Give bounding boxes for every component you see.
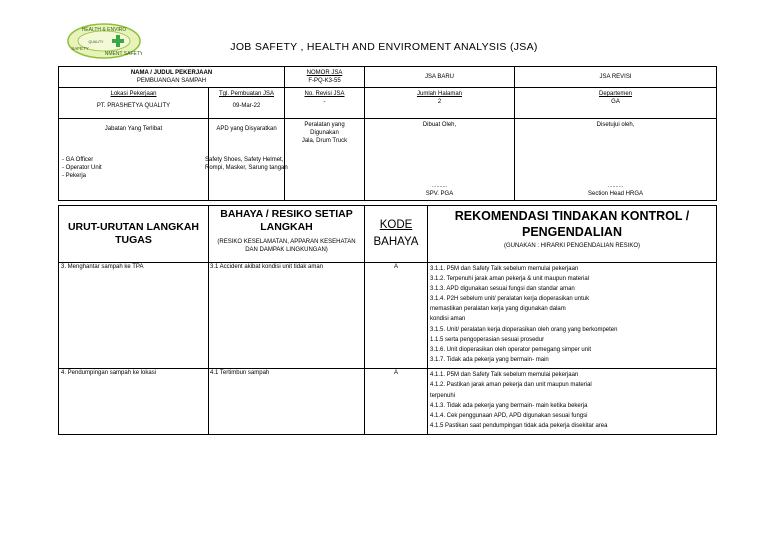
row-1-step [59,263,209,369]
page-title: JOB SAFETY , HEALTH AND ENVIROMENT ANALYSIS (JSA) [230,41,538,53]
disetujui-cell [515,119,717,201]
rec-line: 3.1.6. Unit dioperasikan oleh operator pemegang simper unit [430,346,592,353]
code-text: A [393,264,398,270]
rec-line: 4.1.5 Pastikan saat pendumpingan tidak ada pekerja disekitar area [430,423,608,430]
rec-line: kondisi aman [430,316,466,323]
apd-value-1: Safety Shoes, Safety Helmet, [205,157,284,163]
bahaya-heading-1: BAHAYA / RESIKO SETIAP [220,208,353,220]
dept-label: Departemen [598,91,633,97]
revisi-value: - [323,99,326,105]
jumlah-cell [365,88,515,119]
rec-line: 3.1.7. Tidak ada pekerja yang bermain- main [430,356,549,363]
apd-value-2: Rompi, Masker, Sarung tangan [205,165,288,171]
hazard-text: 4.1 Tertimbun sampah [210,370,270,376]
peralatan-cell [285,119,365,201]
rek-heading-1: REKOMENDASI TINDAKAN KONTROL / [454,209,690,223]
rec-line: 3.1.5. Unit/ peralatan kerja dioperasikan oleh orang yang berkompeten [430,326,618,333]
peralatan-label-1: Peralatan yang [304,122,345,128]
jumlah-value: 2 [437,99,442,105]
kode-heading-1: KODE [379,219,413,231]
kode-heading-2: BAHAYA [373,236,419,248]
hazard-text: 3.1 Accident akibat kondisi unit tidak aman [210,264,324,270]
analysis-table [58,205,717,435]
rec-line: 3.1.4. P2H sebelum unit/ peralatan kerja dioperasikan untuk [430,296,590,303]
lokasi-label: Lokasi Pekerjaan [110,91,157,97]
lokasi-cell [59,88,209,119]
rec-line: 1.1.5 serta pengoperasian sesuai prosedur [430,336,545,343]
logo-text-top: HEALTH & ENVIRO [81,27,127,33]
row-2-hazard [209,369,365,435]
col-rekomendasi [428,206,717,263]
rec-line: terpenuhi [430,392,456,399]
header-table [58,66,717,201]
jabatan-label: Jabatan Yang Terlibat [104,126,163,132]
urut-heading-1: URUT-URUTAN LANGKAH [67,221,200,233]
disetujui-label: Disetujui oleh, [596,122,635,128]
jsa-baru-label: JSA BARU [424,74,454,80]
apd-cell [205,119,288,201]
dept-value: GA [611,99,620,105]
urut-heading-2: TUGAS [115,234,152,246]
row-2-code [365,369,428,435]
row-1-code [365,263,428,369]
dibuat-value: SPV. PGA [425,191,454,197]
jabatan-item: - GA Officer [62,157,94,163]
jsa-revisi-cell [515,67,717,88]
rec-line: 4.1.4. Cek penggunaan APD, APD digunakan sesuai fungsi [430,413,588,420]
rec-line: 3.1.1. P5M dan Safety Talk sebelum memulai pekerjaan [430,266,579,272]
nomor-value: F-PQ-K3-55 [308,78,341,84]
dibuat-dots: .......... [431,183,448,189]
tgl-value: 09-Mar-22 [232,103,261,109]
col-bahaya [209,206,365,263]
row-1-hazard [209,263,365,369]
jabatan-item: - Operator Unit [62,165,102,171]
jsa-baru-cell [365,67,515,88]
step-text: 4. Pendumpingan sampah ke lokasi [61,370,157,376]
jsa-revisi-label: JSA REVISI [599,74,632,80]
rec-line: 4.1.3. Tidak ada pekerja yang bermain- main ketika bekerja [430,402,588,409]
rec-line: 3.1.2. Terpenuhi jarak aman pekerja & unit maupun material [430,276,589,283]
dibuat-label: Dibuat Oleh, [422,122,457,128]
row-1-recs [428,263,717,369]
row-2-recs [428,369,717,435]
bahaya-heading-2: LANGKAH [260,221,313,233]
logo-quality: QUALITY [88,40,104,44]
tgl-cell [209,88,285,119]
rec-line: 4.1.1. P5M dan Safety Talk sebelum memulai pekerjaan [430,372,579,378]
dibuat-cell [365,119,515,201]
logo-text-bottom: NMENT SAFETY [104,51,142,57]
dept-cell [515,88,717,119]
tgl-label: Tgl. Pembuatan JSA [218,91,275,97]
col-urut [59,206,209,263]
step-text: 3. Menghantar sampah ke TPA [61,264,144,270]
rek-sub: (GUNAKAN : HIRARKI PENGENDALIAN RESIKO) [503,243,641,249]
nama-cell [59,67,285,88]
nama-label: NAMA / JUDUL PEKERJAAN [130,70,213,76]
bahaya-sub-1: (RESIKO KESELAMATAN, APPARAN KESEHATAN [217,239,356,245]
revisi-label: No. Revisi JSA [304,91,345,97]
rek-heading-2: PENGENDALIAN [521,225,622,239]
peralatan-label-2: Digunakan [310,130,339,136]
revisi-cell [285,88,365,119]
jumlah-label: Jumlah Halaman [416,91,463,97]
rec-line: 3.1.3. APD digunakan sesuai fungsi dan standar aman [430,286,575,293]
disetujui-dots: .......... [607,183,624,189]
col-kode [365,206,428,263]
disetujui-value: Section Head HRGA [587,191,644,197]
jabatan-cell [59,119,209,201]
nama-value: PEMBUANGAN SAMPAH [136,78,207,84]
apd-label: APD yang Disyaratkan [216,126,277,132]
rec-line: memastikan peralatan kerja yang digunakan dalam [430,306,566,313]
nomor-label: NOMOR JSA [306,70,343,76]
jabatan-item: - Pekerja [62,173,87,179]
code-text: A [393,370,398,376]
lokasi-value: PT. PRASHETYA QUALITY [96,103,171,109]
rec-line: 4.1.2. Pastikan jarak aman pekerja dan unit maupun material [430,382,592,389]
bahaya-sub-2: DAN DAMPAK LINGKUNGAN) [245,247,328,253]
logo-text-left: SAFETY [71,46,89,51]
peralatan-value: Jala, Drum Truck [301,138,348,144]
row-2-step [59,369,209,435]
nomor-cell [285,67,365,88]
